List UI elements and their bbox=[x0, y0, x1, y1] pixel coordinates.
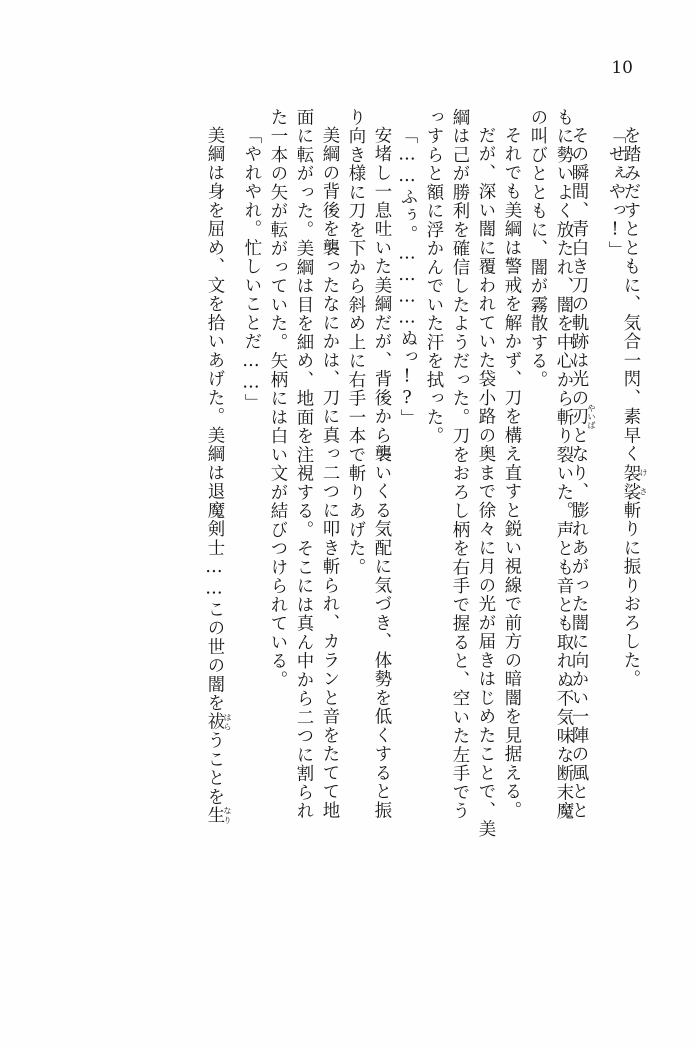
text-column: 「……ふぅ。…………ぬっ!?」 bbox=[397, 126, 417, 429]
text-column: の叫びとともに、闇が霧散する。 bbox=[527, 108, 547, 390]
ruby-yaiba: 刃 やいば bbox=[568, 403, 597, 430]
text-column: 美綱の背後を襲ったなにかは、刀に真っ二つに叩き斬られ、カランと音をたてて地 bbox=[319, 126, 339, 820]
ruby-kesa: 袈裟 けさ bbox=[620, 463, 649, 501]
text-column: り向き様に刀を下から斜め上に右手一本で斬りあげた。 bbox=[345, 108, 365, 577]
text-column: っすらと額に浮かんでいた汗を拭った。 bbox=[423, 108, 443, 446]
text-column: 「せぇやっ!」 bbox=[605, 126, 625, 260]
ruby-hara: 祓 はら bbox=[204, 712, 233, 732]
text-column: もに勢いよく放たれ、闇を中心から斬り裂いた。声とも音とも取れぬ不気味な断末魔 bbox=[553, 108, 573, 821]
page-number: 10 bbox=[611, 58, 633, 78]
text-column: を踏みだすとともに、気合一閃、素早く袈裟 けさ斬りに振りおろした。 bbox=[620, 126, 649, 689]
text-column: 綱は己が勝利を確信したようだった。刀をおろし柄を右手で握ると、空いた左手でう bbox=[449, 108, 469, 821]
ruby-nari: 生 なり bbox=[204, 806, 233, 825]
text-column: その瞬間、青白き刀の軌跡は光の刃 やいばとなり、膨れあがった闇に向かい一陣の風とと bbox=[568, 126, 597, 820]
text-column: 安堵し一息吐いた美綱だが、背後から襲いくる気配に気づき、体勢を低くすると振 bbox=[371, 126, 391, 820]
text-column: だが、深い闇に覆われていた袋小路の奥まで徐々に月の光が届きはじめたことで、美 bbox=[475, 126, 495, 839]
text-column: それでも美綱は警戒を解かず、刀を構え直すと鋭い視線で前方の暗闇を見据える。 bbox=[501, 126, 521, 820]
text-column: た一本の矢が転がっていた。矢柄には白い文が結びつけられている。 bbox=[267, 108, 287, 690]
text-column: 面に転がった。美綱は目を細め、地面を注視する。そこには真ん中から二つに割られ bbox=[293, 108, 313, 821]
text-column: 美綱は身を屈め、文を拾いあげた。美綱は退魔剣士……この世の闇を祓 はらうことを生 なり bbox=[204, 126, 233, 825]
vertical-text-body bbox=[46, 108, 649, 988]
text-column: 「やれやれ。忙しいことだ……」 bbox=[241, 126, 261, 413]
